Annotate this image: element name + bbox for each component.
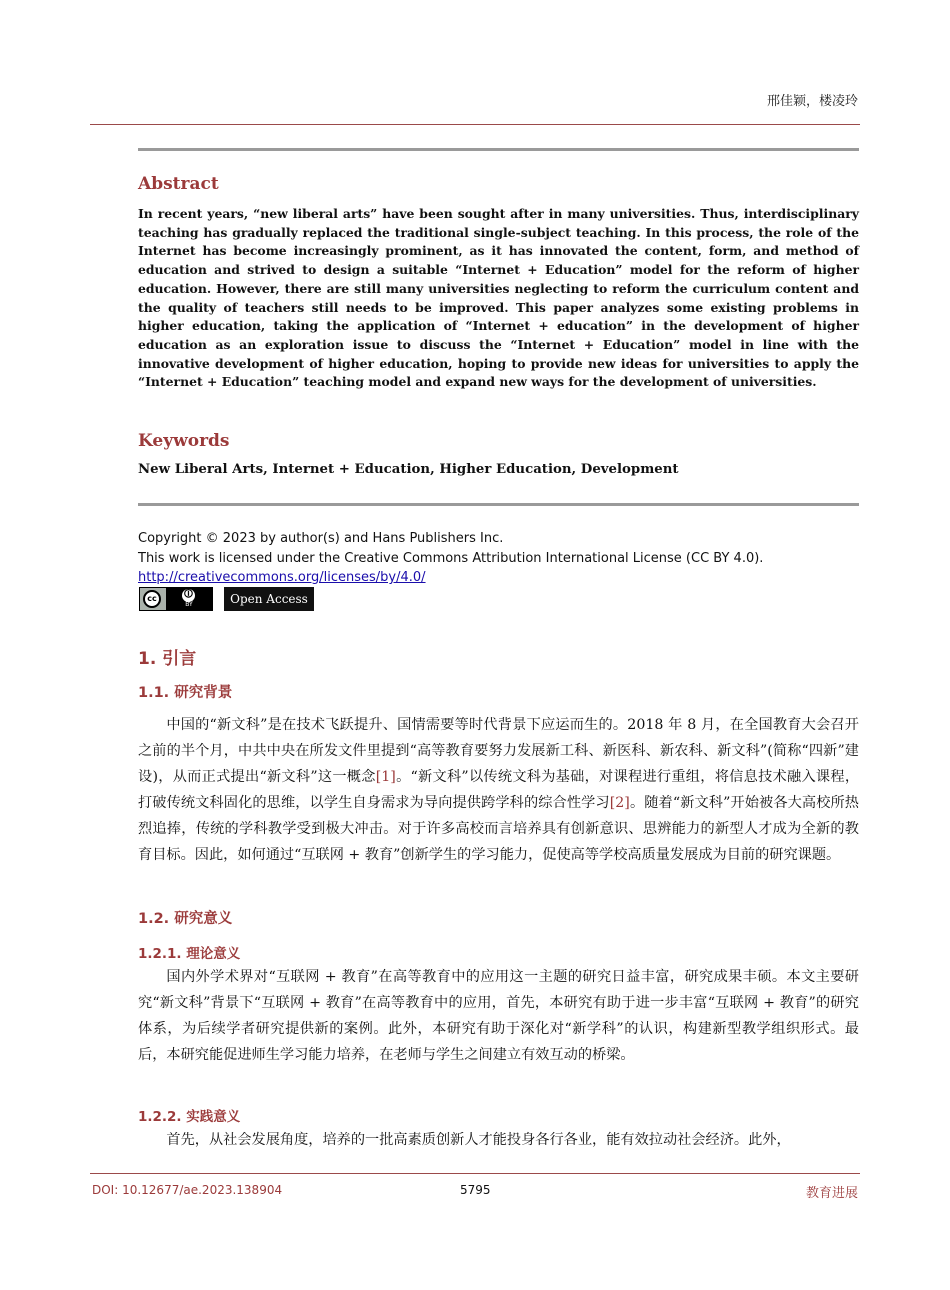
abstract-heading: Abstract [138, 174, 219, 194]
section-1-2-heading: 1.2. 研究意义 [138, 911, 233, 927]
citation-link[interactable]: [1] [375, 769, 396, 785]
abstract-bottom-rule [138, 503, 859, 506]
paragraph-text: 中国的“新文科”是在技术飞跃提升、国情需要等时代背景下应运而生的。2018 年 8 月，在全国教育大会召开之前的半个月，中共中央在所发文件里提到“高等教育要努力发展新工科、新医科、新农科、新文科”(简称“四新”建设)，从而正式提出“新文科”这一概念 [138, 717, 859, 785]
section-1-1-paragraph [138, 712, 859, 868]
page-number: 5795 [460, 1183, 491, 1197]
section-1-heading: 1. 引言 [138, 649, 197, 669]
header-divider [90, 124, 860, 125]
keywords-text: New Liberal Arts, Internet + Education, Higher Education, Development [138, 462, 679, 477]
section-1-2-2-heading: 1.2.2. 实践意义 [138, 1109, 241, 1125]
footer-divider [90, 1173, 860, 1174]
copyright-line: Copyright © 2023 by author(s) and Hans Publishers Inc. [138, 531, 504, 546]
keywords-heading: Keywords [138, 431, 230, 451]
by-label: BY [185, 601, 193, 608]
cc-by-icon[interactable] [139, 587, 213, 611]
section-1-2-1-paragraph: 国内外学术界对“互联网 + 教育”在高等教育中的应用这一主题的研究日益丰富，研究成果丰硕。本文主要研究“新文科”背景下“互联网 + 教育”在高等教育中的应用，首先，本研究有助于进一步丰富“互联网 + 教育”的研究体系，为后续学者研究提供新的案例。此外，本研究有助于深化对“新学科”的认识，构建新型教学组织形式。最后，本研究能促进师生学习能力培养，在老师与学生之间建立有效互动的桥梁。 [138, 969, 859, 1063]
section-1-1-heading: 1.1. 研究背景 [138, 685, 233, 701]
person-icon: 🛈 [183, 590, 194, 600]
by-panel [166, 588, 212, 610]
journal-name: 教育进展 [805, 1186, 858, 1201]
paragraph-text: 。“新文科”以传统文科为基础，对课程进行重组，将信息技术融入课程，打破传统文科固化的思维，以学生自身需求为导向提供跨学科的综合性学习 [138, 769, 860, 811]
section-1-2-2-paragraph: 首先，从社会发展角度，培养的一批高素质创新人才能投身各行各业，能有效拉动社会经济。此外， [166, 1132, 791, 1148]
cc-logo-icon: cc [143, 590, 161, 608]
license-link[interactable]: http://creativecommons.org/licenses/by/4.0/ [138, 570, 426, 585]
section-1-2-1-heading: 1.2.1. 理论意义 [138, 946, 241, 962]
citation-link[interactable]: [2] [609, 795, 630, 811]
abstract-text: In recent years, “new liberal arts” have been sought after in many universities. Thus, interdisciplinary teaching has gradually replaced the traditional single-subject teaching. In this process, the role of the Internet has become increasingly prominent, as it has innovated the content, form, and method of education and strived to design a suitable “Internet + Education” model for the reform of higher education. However, there are still many universities neglecting to reform the curriculum content and the quality of teachers still needs to be improved. This paper analyzes some existing problems in higher education, taking the application of “Internet + education” in the development of higher education as an exploration issue to discuss the “Internet + Education” model in line with the innovative development of higher education, hoping to provide new ideas for universities to apply the “Internet + Education” teaching model and expand new ways for the development of universities. [138, 206, 859, 390]
open-access-badge[interactable]: Open Access [224, 587, 314, 611]
abstract-top-rule [138, 148, 859, 151]
footer-doi[interactable]: DOI: 10.12677/ae.2023.138904 [92, 1183, 283, 1197]
paragraph-text: 。随着“新文科”开始被各大高校所热烈追捧，传统的学科教学受到极大冲击。对于许多高校而言培养具有创新意识、思辨能力的新型人才成为全新的教育目标。因此，如何通过“互联网 + 教育”创新学生的学习能力，促使高等学校高质量发展成为目前的研究课题。 [138, 795, 859, 863]
license-block [138, 529, 763, 588]
running-header-authors: 邢佳颖，楼凌玲 [766, 94, 858, 109]
license-statement: This work is licensed under the Creative Commons Attribution International License (CC BY 4.0). [138, 550, 764, 566]
